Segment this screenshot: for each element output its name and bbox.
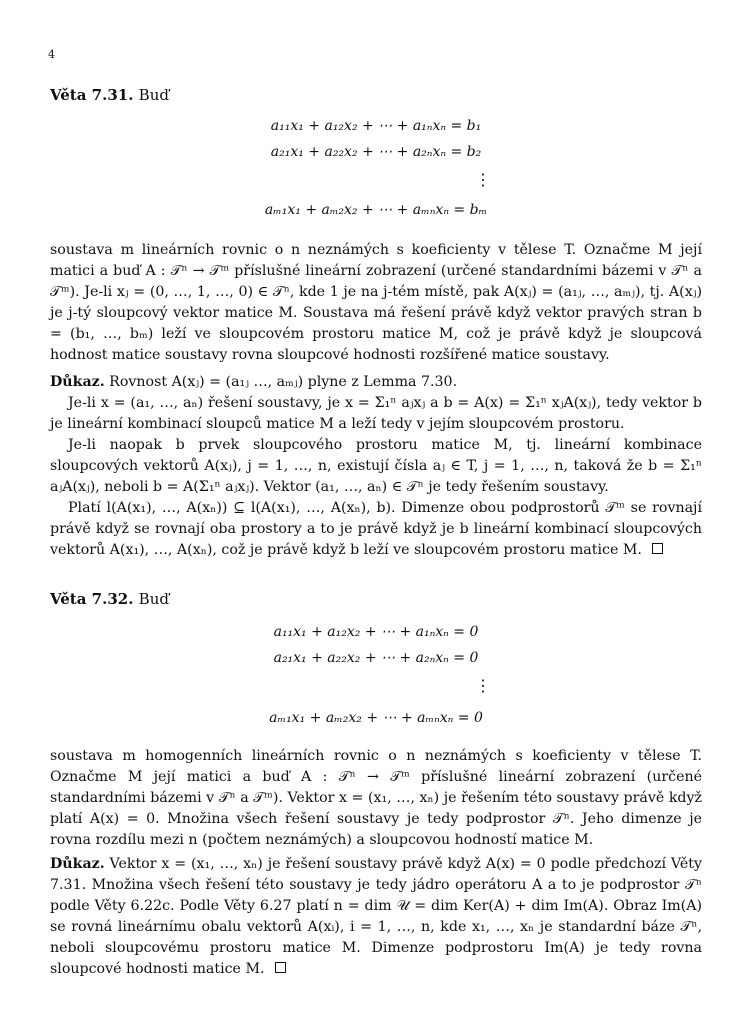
page-number: 4 [48, 48, 55, 61]
proof-7-31 [50, 372, 702, 561]
theorem-7-32-body [50, 746, 702, 851]
vertical-ellipsis: ⋮ [475, 170, 491, 189]
theorem-label: Věta 7.32. [50, 590, 134, 608]
theorem-intro: Buď [138, 590, 169, 608]
proof-label: Důkaz. [50, 374, 105, 390]
theorem-7-31-heading [50, 86, 702, 104]
theorem-label: Věta 7.31. [50, 86, 134, 104]
equation-row: a₁₁x₁ + a₁₂x₂ + ⋯ + a₁ₙxₙ = b₁ [270, 118, 482, 134]
proof-paragraph: Vektor x = (x₁, …, xₙ) je řešení soustavy právě když A(x) = 0 podle předchozí Věty 7.31. Množina všech řešení této soustavy je tedy jádro operátoru A a to je podprostor 𝒯ⁿ podle Věty 6.22c. Podle Věty 6.27 platí n = dim 𝒰 = dim Ker(A) + dim Im(A). Obraz Im(A) se rovná lineárnímu obalu vektorů A(xᵢ), i = 1, …, n, kde x₁, …, xₙ je standardní báze 𝒯ⁿ, neboli sloupcovému prostoru matice M. Dimenze podprostoru Im(A) je tedy rovna sloupcové hodnosti matice M. [50, 856, 702, 977]
theorem-7-31-body [50, 240, 702, 366]
qed-square-icon [652, 543, 663, 554]
proof-paragraph: Rovnost A(xⱼ) = (a₁ⱼ …, aₘⱼ) plyne z Lemma 7.30. [109, 374, 458, 390]
theorem-7-32-heading [50, 590, 702, 608]
equation-row: a₂₁x₁ + a₂₂x₂ + ⋯ + a₂ₙxₙ = b₂ [270, 144, 482, 160]
theorem-body: soustava m lineárních rovnic o n neznámých s koeficienty v tělese T. Označme M její matici a buď A : 𝒯ⁿ → 𝒯ᵐ příslušné lineární zobrazení (určené standardními bázemi v 𝒯ⁿ a 𝒯ᵐ). Je-li xⱼ = (0, …, 1, …, 0) ∈ 𝒯ⁿ, kde 1 je na j-tém místě, pak A(xⱼ) = (a₁ⱼ, …, aₘⱼ), tj. A(xⱼ) je j-tý sloupcový vektor matice M. Soustava má řešení právě když vektor pravých stran b = (b₁, …, bₘ) leží ve sloupcovém prostoru matice M, což je právě když je sloupcová hodnost matice soustavy rovna sloupcové hodnosti rozšířené matice soustavy. [50, 242, 702, 363]
equation-row: aₘ₁x₁ + aₘ₂x₂ + ⋯ + aₘₙxₙ = 0 [269, 710, 483, 726]
equation-row: a₂₁x₁ + a₂₂x₂ + ⋯ + a₂ₙxₙ = 0 [273, 650, 479, 666]
proof-paragraph: Je-li x = (a₁, …, aₙ) řešení soustavy, je x = Σ₁ⁿ aⱼxⱼ a b = A(x) = Σ₁ⁿ xⱼA(xⱼ), tedy vektor b je lineární kombinací sloupců matice M a leží tedy v jejím sloupcovém prostoru. [50, 395, 702, 432]
proof-label: Důkaz. [50, 856, 105, 872]
proof-paragraph: Je-li naopak b prvek sloupcového prostoru matice M, tj. lineární kombinace sloupcových vektorů A(xⱼ), j = 1, …, n, existují čísla aⱼ ∈ T, j = 1, …, n, taková že b = Σ₁ⁿ aⱼA(xⱼ), neboli b = A(Σ₁ⁿ aⱼxⱼ). Vektor (a₁, …, aₙ) ∈ 𝒯ⁿ je tedy řešením soustavy. [50, 437, 702, 495]
theorem-body: soustava m homogenních lineárních rovnic o n neznámých s koeficienty v tělese T. Označme M její matici a buď A : 𝒯ⁿ → 𝒯ᵐ příslušné lineární zobrazení (určené standardními bázemi v 𝒯ⁿ a 𝒯ᵐ). Vektor x = (x₁, …, xₙ) je řešením této soustavy právě když platí A(x) = 0. Množina všech řešení soustavy je tedy podprostor 𝒯ⁿ. Jeho dimenze je rovna rozdílu mezi n (počtem neznámých) a sloupcovou hodností matice M. [50, 748, 702, 848]
equation-row: a₁₁x₁ + a₁₂x₂ + ⋯ + a₁ₙxₙ = 0 [273, 624, 479, 640]
qed-square-icon [275, 962, 286, 973]
theorem-intro: Buď [138, 86, 169, 104]
proof-7-32 [50, 854, 702, 980]
equation-system-2 [50, 624, 702, 734]
equation-row: aₘ₁x₁ + aₘ₂x₂ + ⋯ + aₘₙxₙ = bₘ [264, 202, 488, 218]
equation-system-1 [50, 118, 702, 228]
proof-paragraph: Platí l(A(x₁), …, A(xₙ)) ⊆ l(A(x₁), …, A(xₙ), b). Dimenze obou podprostorů 𝒯ᵐ se rovnají právě když se rovnají oba prostory a to je právě když je b lineární kombinací sloupcových vektorů A(x₁), …, A(xₙ), což je právě když b leží ve sloupcovém prostoru matice M. [50, 500, 702, 558]
vertical-ellipsis: ⋮ [475, 676, 491, 695]
